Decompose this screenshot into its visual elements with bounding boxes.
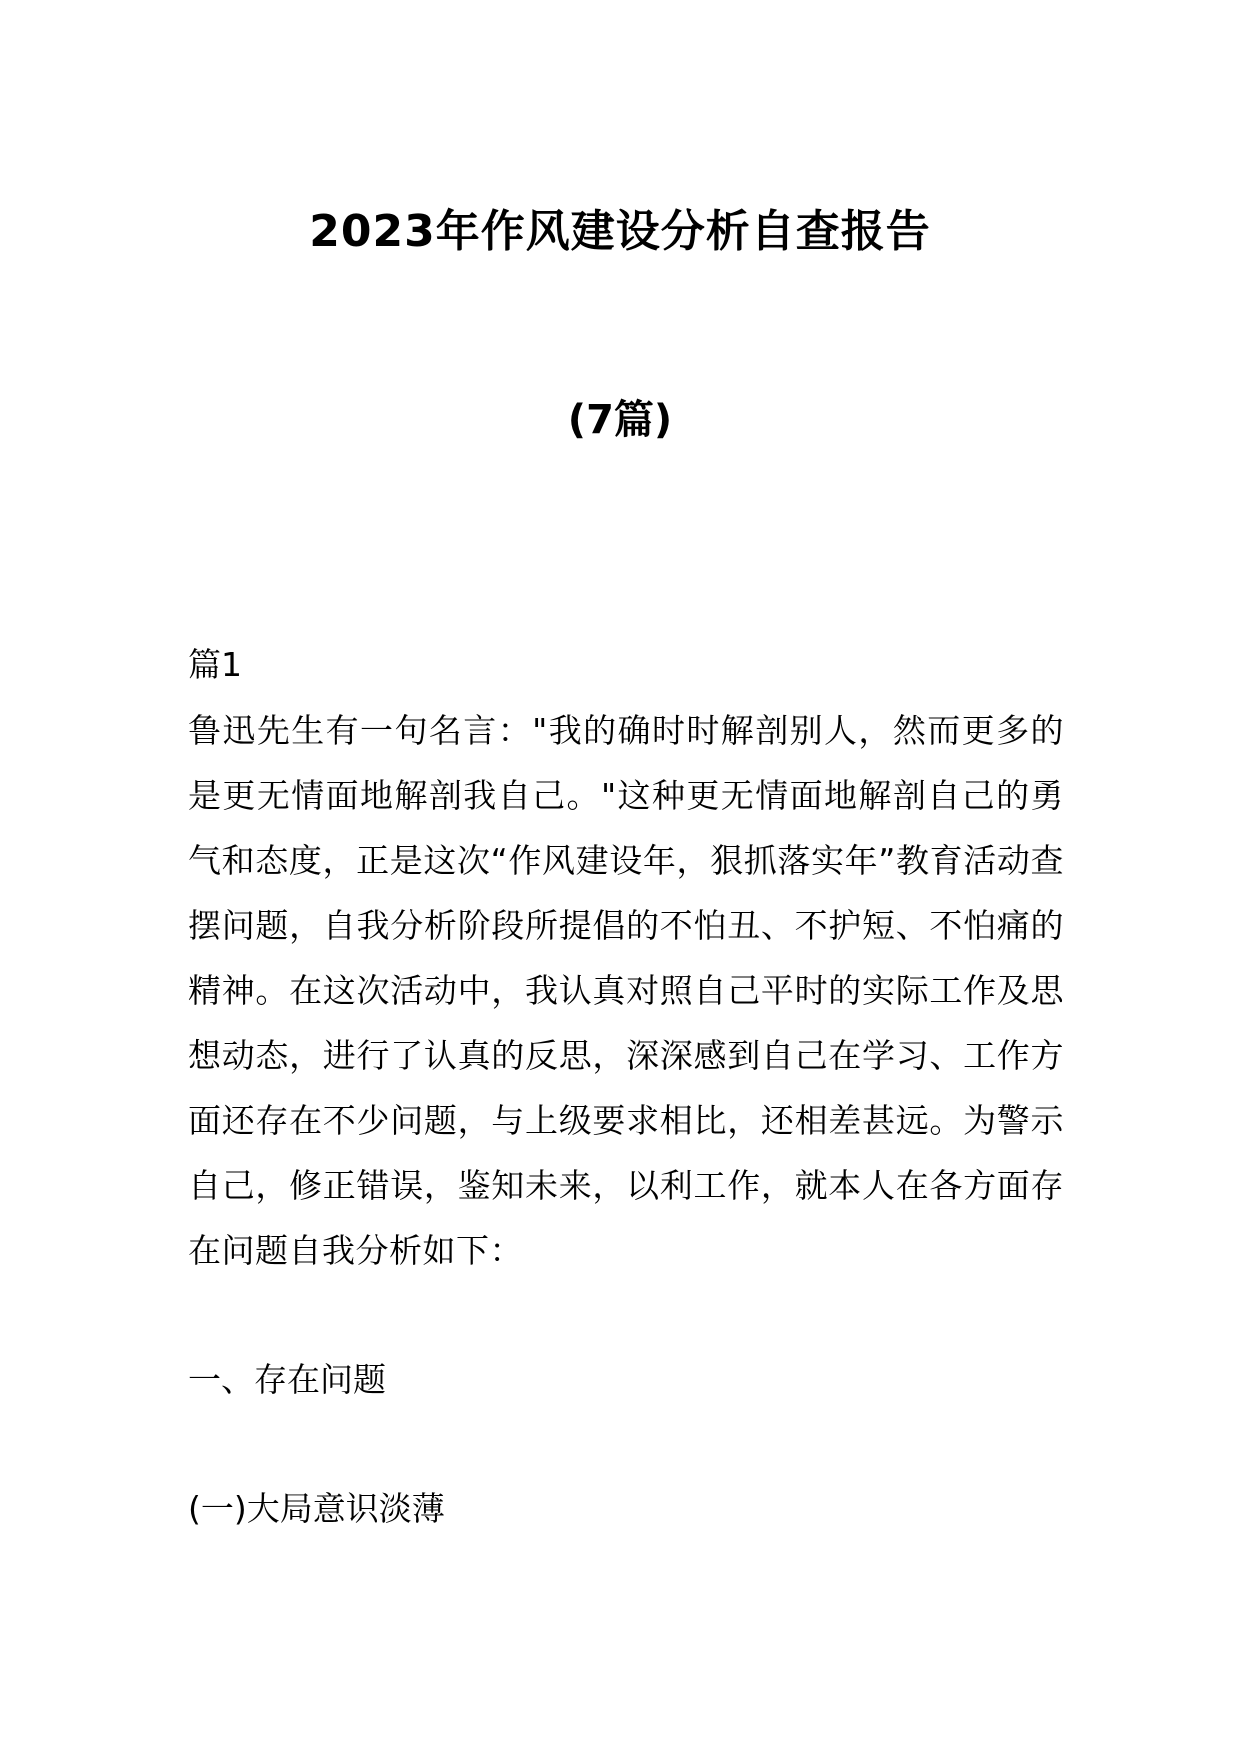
- document-subtitle: (7篇): [567, 397, 673, 443]
- subsection-heading: (一)大局意识淡薄: [188, 1489, 445, 1528]
- section-label: 篇1: [188, 645, 242, 684]
- document-title: 2023年作风建设分析自查报告: [309, 206, 931, 257]
- section-heading: 一、存在问题: [188, 1360, 386, 1399]
- body-paragraph: 鲁迅先生有一句名言："我的确时时解剖别人，然而更多的是更无情面地解剖我自己。"这种更无情面地解剖自己的勇气和态度，正是这次“作风建设年，狠抓落实年”教育活动查摆问题，自我分析阶段所提倡的不怕丑、不护短、不怕痛的精神。在这次活动中，我认真对照自己平时的实际工作及思想动态，进行了认真的反思，深深感到自己在学习、工作方面还存在不少问题，与上级要求相比，还相差甚远。为警示自己，修正错误，鉴知未来，以利工作，就本人在各方面存在问题自我分析如下：: [188, 711, 1064, 1270]
